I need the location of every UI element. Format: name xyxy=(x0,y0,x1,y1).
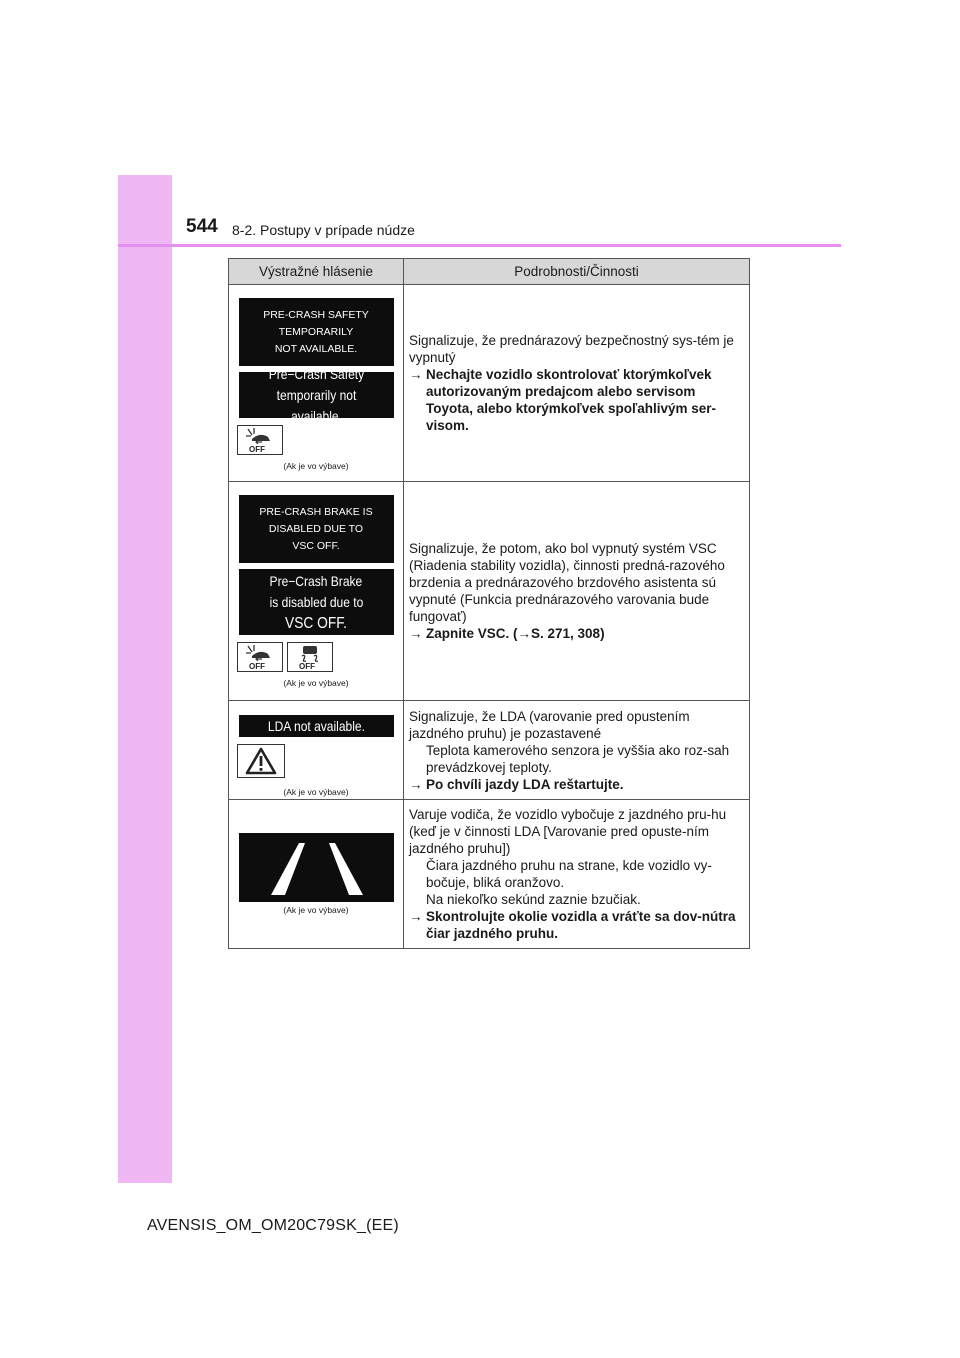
table-row xyxy=(229,285,750,482)
availability-note: (Ak je vo výbave) xyxy=(283,905,349,915)
icon-row xyxy=(229,642,403,675)
details-cell xyxy=(404,800,750,949)
action-text: → Zapnite VSC. (→S. 271, 308) xyxy=(409,626,605,641)
page-number: 544 xyxy=(186,216,218,237)
display-message-a: PRE-CRASH SAFETY TEMPORARILY NOT AVAILABLE. xyxy=(239,298,394,366)
document-code-footer: AVENSIS_OM_OM20C79SK_(EE) xyxy=(147,1217,399,1234)
icon-row xyxy=(229,425,403,458)
availability-note: (Ak je vo výbave) xyxy=(283,787,349,797)
warning-images-cell xyxy=(229,800,404,949)
section-title: 8-2. Postupy v prípade núdze xyxy=(232,222,415,238)
detail-text: Čiara jazdného pruhu na strane, kde vozidlo vy-bočuje, bliká oranžovo. xyxy=(426,858,712,890)
table-header-row xyxy=(229,259,750,285)
display-message-b: Pre−Crash Brake is disabled due to VSC OFF. xyxy=(239,569,394,635)
svg-text:OFF: OFF xyxy=(249,445,265,453)
description-text: Signalizuje, že LDA (varovanie pred opustením jazdného pruhu) je pozastavené xyxy=(409,708,690,741)
warning-table xyxy=(228,258,750,949)
description-text: Signalizuje, že potom, ako bol vypnutý systém VSC (Riadenia stability vozidla), činnosti predná-razového brzdenia a prednárazového brzdového asistenta sú vypnuté (Funkcia prednárazového varovania bude fungovať) xyxy=(409,541,725,624)
header-rule xyxy=(118,244,841,247)
action-text: → Skontrolujte okolie vozidla a vráťte sa dov-nútra čiar jazdného pruhu. xyxy=(409,909,736,941)
detail-text: Na niekoľko sekúnd zaznie bzučiak. xyxy=(426,892,641,907)
table-row xyxy=(229,701,750,800)
details-cell xyxy=(404,701,750,800)
lane-lines-icon xyxy=(239,833,394,902)
warning-images-cell xyxy=(229,285,404,482)
display-message-b: Pre−Crash Safety temporarily not available. xyxy=(239,372,394,418)
detail-text: Teplota kamerového senzora je vyššia ako roz-sah prevádzkovej teploty. xyxy=(426,742,730,775)
display-message-b: LDA not available. xyxy=(239,715,394,737)
col-details-header: Podrobnosti/Činnosti xyxy=(404,259,750,285)
table-row xyxy=(229,482,750,701)
svg-text:OFF: OFF xyxy=(299,662,315,670)
description-text: Varuje vodiča, že vozidlo vybočuje z jazdného pru-hu (keď je v činnosti LDA [Varovanie pred opuste-ním jazdného pruhu]) xyxy=(409,807,727,856)
warning-images-cell xyxy=(229,701,404,800)
side-tab-bar xyxy=(118,175,172,1183)
warning-triangle-icon xyxy=(237,744,285,778)
warning-images-cell xyxy=(229,482,404,701)
availability-note: (Ak je vo výbave) xyxy=(283,678,349,688)
col-warning-header: Výstražné hlásenie xyxy=(229,259,404,285)
description-text: Signalizuje, že prednárazový bezpečnostný sys-tém je vypnutý xyxy=(409,333,734,365)
action-arrow: → xyxy=(409,776,423,792)
action-text: → Nechajte vozidlo skontrolovať ktorýmkoľvek autorizovaným predajcom alebo servisom Toyota, alebo ktorýmkoľvek spoľahlivým ser-visom. xyxy=(409,367,716,433)
display-message-a: PRE-CRASH BRAKE IS DISABLED DUE TO VSC OFF. xyxy=(239,495,394,563)
icon-row xyxy=(229,744,403,781)
details-cell xyxy=(404,482,750,701)
availability-note: (Ak je vo výbave) xyxy=(283,461,349,471)
action-arrow: → xyxy=(409,909,423,924)
details-cell xyxy=(404,285,750,482)
pre-crash-off-icon xyxy=(237,642,283,672)
action-text: → Po chvíli jazdy LDA reštartujte. xyxy=(409,776,624,792)
table-row xyxy=(229,800,750,949)
pre-crash-off-icon xyxy=(237,425,283,455)
vsc-off-icon xyxy=(287,642,333,672)
action-arrow: → xyxy=(409,626,423,641)
svg-text:OFF: OFF xyxy=(249,662,265,670)
action-arrow: → xyxy=(409,367,423,382)
